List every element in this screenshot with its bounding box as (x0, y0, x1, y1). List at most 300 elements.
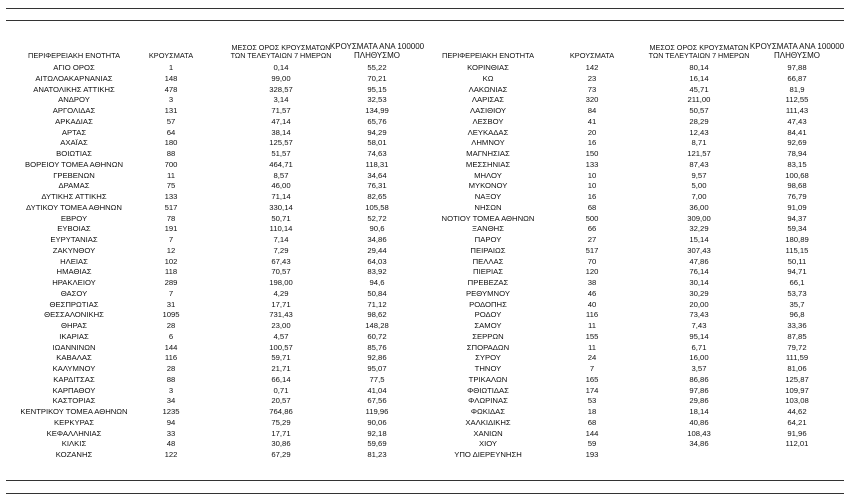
table-row (0, 95, 425, 106)
table-row (0, 246, 425, 257)
cell-per100k: 64,03 (367, 256, 387, 266)
cell-region: ΙΚΑΡΙΑΣ (59, 331, 89, 341)
cell-region: ΠΙΕΡΙΑΣ (473, 267, 503, 277)
cell-per100k: 83,15 (787, 159, 807, 169)
cell-cases: 148 (164, 73, 178, 83)
cell-cases: 53 (587, 396, 597, 406)
header-avg-line1: ΜΕΣΟΣ ΟΡΟΣ ΚΡΟΥΣΜΑΤΩΝ (649, 43, 749, 52)
cell-per100k: 87,85 (787, 331, 807, 341)
table-row (0, 321, 425, 332)
cell-per100k: 53,73 (787, 288, 807, 298)
left-table (0, 63, 425, 461)
cell-per100k: 125,87 (785, 374, 809, 384)
cell-cases: 48 (166, 439, 176, 449)
cell-per100k: 60,72 (367, 331, 387, 341)
cell-per100k: 50,11 (787, 256, 807, 266)
cell-cases: 144 (585, 428, 599, 438)
cell-region: ΤΗΝΟΥ (474, 364, 502, 373)
cell-per100k: 59,69 (367, 439, 387, 449)
cell-cases: 28 (166, 364, 176, 373)
table-row (420, 343, 850, 354)
cell-region: ΔΡΑΜΑΣ (58, 181, 90, 191)
cell-avg: 30,29 (689, 288, 709, 298)
table-row (420, 289, 850, 300)
cell-cases: 94 (166, 417, 176, 427)
bottom-rule-1 (6, 480, 844, 481)
table-row (0, 407, 425, 418)
cell-cases: 478 (164, 84, 178, 94)
cell-avg: 7,00 (691, 192, 707, 201)
table-row (420, 214, 850, 225)
cell-avg: 75,29 (271, 417, 291, 427)
cell-cases: 500 (585, 213, 599, 223)
cell-region: ΗΛΕΙΑΣ (60, 256, 88, 266)
header-per100k-line2: ΠΛΗΘΥΣΜΟ (773, 51, 821, 60)
cell-per100k: 50,84 (367, 288, 387, 298)
cell-per100k: 90,6 (369, 224, 385, 234)
table-row (420, 160, 850, 171)
cell-region: ΜΕΣΣΗΝΙΑΣ (465, 159, 511, 169)
cell-per100k: 77,5 (369, 374, 385, 384)
cell-region: ΧΑΛΚΙΔΙΚΗΣ (465, 417, 511, 427)
cell-region: ΔΥΤΙΚΟΥ ΤΟΜΕΑ ΑΘΗΝΩΝ (26, 202, 122, 212)
cell-cases: 1235 (162, 407, 180, 416)
cell-cases: 59 (587, 439, 597, 449)
cell-per100k: 91,96 (787, 428, 807, 438)
table-row (0, 278, 425, 289)
cell-avg: 86,86 (689, 374, 709, 384)
cell-avg: 80,14 (689, 63, 709, 72)
table-row (420, 418, 850, 429)
cell-avg: 67,29 (271, 450, 291, 459)
cell-avg: 95,14 (689, 331, 709, 341)
cell-avg: 76,14 (689, 267, 709, 277)
cell-per100k: 92,69 (787, 138, 807, 148)
table-row (420, 450, 850, 461)
table-row (0, 300, 425, 311)
cell-cases: 34 (166, 396, 176, 406)
table-row (0, 149, 425, 160)
cell-per100k: 74,63 (367, 149, 387, 158)
cell-avg: 47,86 (689, 256, 709, 266)
cell-per100k: 58,01 (367, 138, 387, 148)
cell-cases: 75 (166, 181, 176, 191)
table-row (420, 106, 850, 117)
cell-region: ΑΡΓΟΛΙΔΑΣ (52, 106, 96, 115)
cell-avg: 66,14 (271, 374, 291, 384)
table-row (0, 364, 425, 375)
table-row (0, 171, 425, 182)
cell-avg: 309,00 (687, 213, 711, 223)
cell-cases: 142 (585, 63, 599, 72)
cell-per100k: 111,59 (785, 353, 809, 363)
cell-per100k: 34,64 (367, 170, 387, 180)
cell-avg: 328,57 (269, 84, 293, 94)
top-rule-2 (6, 20, 844, 21)
table-row (420, 386, 850, 397)
cell-region: ΜΑΓΝΗΣΙΑΣ (466, 149, 510, 158)
cell-region: ΧΑΝΙΩΝ (473, 428, 503, 438)
table-row (0, 203, 425, 214)
cell-avg: 21,71 (271, 364, 291, 373)
cell-per100k: 47,43 (787, 116, 807, 126)
table-row (0, 192, 425, 203)
cell-region: ΙΩΑΝΝΙΝΩΝ (52, 342, 96, 352)
cell-cases: 150 (585, 149, 599, 158)
cell-region: ΣΠΟΡΑΔΩΝ (466, 342, 510, 352)
cell-cases: 41 (587, 116, 597, 126)
cell-cases: 7 (168, 235, 174, 244)
table-row (0, 235, 425, 246)
table-row (420, 364, 850, 375)
cell-per100k: 52,72 (367, 213, 387, 223)
table-row (420, 310, 850, 321)
cell-per100k: 109,97 (785, 385, 809, 395)
cell-region: ΘΕΣΣΑΛΟΝΙΚΗΣ (44, 310, 104, 320)
cell-avg: 17,71 (271, 299, 291, 309)
cell-cases: 191 (164, 224, 178, 234)
cell-cases: 116 (585, 310, 599, 320)
cell-per100k: 111,43 (785, 106, 809, 115)
cell-avg: 70,57 (271, 267, 291, 277)
cell-cases: 193 (585, 450, 599, 459)
table-row (0, 267, 425, 278)
cell-avg: 125,57 (269, 138, 293, 148)
cell-avg: 67,43 (271, 256, 291, 266)
top-rule-1 (6, 8, 844, 9)
table-row (0, 386, 425, 397)
header-per100k-line1: ΚΡΟΥΣΜΑΤΑ ΑΝΑ 100000 (329, 42, 425, 51)
cell-avg: 47,14 (271, 116, 291, 126)
cell-avg: 29,86 (689, 396, 709, 406)
cell-region: ΤΡΙΚΑΛΩΝ (468, 374, 508, 384)
cell-per100k: 94,37 (787, 213, 807, 223)
cell-region: ΚΩ (482, 73, 494, 83)
cell-region: ΝΗΣΩΝ (474, 202, 502, 212)
cell-region: ΕΥΒΟΙΑΣ (57, 224, 91, 234)
cell-avg: 51,57 (271, 149, 291, 158)
table-row (420, 439, 850, 450)
cell-cases: 133 (164, 192, 178, 201)
cell-region: ΜΗΛΟΥ (474, 170, 502, 180)
cell-per100k: 41,04 (367, 385, 387, 395)
cell-cases: 133 (585, 159, 599, 169)
cell-cases: 18 (587, 407, 597, 416)
header-region-right: ΠΕΡΙΦΕΡΕΙΑΚΗ ΕΝΟΤΗΤΑ (442, 51, 534, 60)
cell-per100k: 98,68 (787, 181, 807, 191)
cell-cases: 64 (166, 127, 176, 137)
cell-region: ΒΟΙΩΤΙΑΣ (56, 149, 92, 158)
cell-cases: 68 (587, 417, 597, 427)
cell-region: ΡΟΔΟΠΗΣ (469, 299, 507, 309)
cell-cases: 12 (166, 245, 176, 255)
cell-avg: 30,86 (271, 439, 291, 449)
cell-cases: 57 (166, 116, 176, 126)
table-row (0, 160, 425, 171)
cell-cases: 23 (587, 73, 597, 83)
cell-region: ΚΙΛΚΙΣ (61, 439, 87, 449)
bottom-rule-2 (6, 493, 844, 494)
cell-per100k: 97,88 (787, 63, 807, 72)
header-cases-left: ΚΡΟΥΣΜΑΤΑ (148, 51, 194, 60)
cell-per100k: 82,65 (367, 192, 387, 201)
cell-region: ΚΕΦΑΛΛΗΝΙΑΣ (46, 428, 102, 438)
table-row (0, 85, 425, 96)
table-row (0, 63, 425, 74)
cell-region: ΝΟΤΙΟΥ ΤΟΜΕΑ ΑΘΗΝΩΝ (441, 213, 535, 223)
table-row (0, 74, 425, 85)
cell-region: ΚΑΡΠΑΘΟΥ (52, 385, 96, 395)
cell-cases: 289 (164, 278, 178, 287)
cell-region: ΛΕΥΚΑΔΑΣ (467, 127, 509, 137)
cell-avg: 32,29 (689, 224, 709, 234)
cell-cases: 700 (164, 159, 178, 169)
header-avg-line2: ΤΩΝ ΤΕΛΕΥΤΑΙΩΝ 7 ΗΜΕΡΩΝ (230, 51, 332, 60)
cell-region: ΡΕΘΥΜΝΟΥ (466, 288, 510, 298)
table-row (420, 246, 850, 257)
cell-cases: 144 (164, 342, 178, 352)
table-row (420, 203, 850, 214)
cell-per100k: 78,94 (787, 149, 807, 158)
cell-region: ΛΑΣΙΘΙΟΥ (469, 106, 507, 115)
cell-region: ΧΙΟΥ (478, 439, 498, 449)
cell-avg: 110,14 (269, 224, 293, 234)
cell-cases: 3 (168, 385, 174, 395)
cell-cases: 180 (164, 138, 178, 148)
cell-region: ΓΡΕΒΕΝΩΝ (53, 170, 95, 180)
cell-per100k: 92,86 (367, 353, 387, 363)
cell-avg: 20,00 (689, 299, 709, 309)
cell-per100k: 66,1 (789, 278, 805, 287)
table-row (0, 396, 425, 407)
cell-per100k: 34,86 (367, 235, 387, 244)
cell-avg: 23,00 (271, 321, 291, 330)
cell-cases: 174 (585, 385, 599, 395)
cell-avg: 5,00 (691, 181, 707, 191)
cell-avg: 15,14 (689, 235, 709, 244)
table-row (0, 310, 425, 321)
cell-avg: 71,14 (271, 192, 291, 201)
cell-per100k: 79,72 (787, 342, 807, 352)
cell-per100k: 76,79 (787, 192, 807, 201)
table-row (420, 63, 850, 74)
cell-cases: 31 (166, 299, 176, 309)
cell-per100k: 119,96 (365, 407, 389, 416)
cell-avg: 731,43 (269, 310, 293, 320)
cell-region: ΕΒΡΟΥ (60, 213, 88, 223)
cell-per100k: 94,6 (369, 278, 385, 287)
cell-avg: 108,43 (687, 428, 711, 438)
cell-cases: 165 (585, 374, 599, 384)
cell-cases: 20 (587, 127, 597, 137)
cell-region: ΑΝΔΡΟΥ (58, 95, 90, 105)
cell-region: ΑΡΚΑΔΙΑΣ (55, 116, 93, 126)
cell-cases: 1095 (162, 310, 180, 320)
header-per100k-left (322, 42, 432, 60)
cell-region: ΚΕΡΚΥΡΑΣ (53, 417, 95, 427)
cell-per100k: 55,22 (367, 63, 387, 72)
cell-cases: 3 (168, 95, 174, 105)
cell-cases: 66 (587, 224, 597, 234)
cell-region: ΝΑΞΟΥ (474, 192, 502, 201)
cell-cases: 517 (164, 202, 178, 212)
table-row (0, 332, 425, 343)
table-row (420, 235, 850, 246)
cell-avg: 4,57 (273, 331, 289, 341)
cell-per100k: 66,87 (787, 73, 807, 83)
cell-cases: 6 (168, 331, 174, 341)
cell-avg: 16,14 (689, 73, 709, 83)
cell-cases: 46 (587, 288, 597, 298)
cell-cases: 517 (585, 245, 599, 255)
cell-region: ΚΟΡΙΝΘΙΑΣ (467, 63, 509, 72)
cell-per100k: 115,15 (785, 245, 809, 255)
cell-per100k: 134,99 (365, 106, 389, 115)
cell-region: ΠΕΙΡΑΙΩΣ (470, 245, 506, 255)
cell-per100k: 81,23 (367, 450, 387, 459)
cell-region: ΛΕΣΒΟΥ (472, 116, 504, 126)
table-row (420, 117, 850, 128)
table-row (420, 192, 850, 203)
cell-cases: 16 (587, 192, 597, 201)
cell-avg: 59,71 (271, 353, 291, 363)
cell-avg: 97,86 (689, 385, 709, 395)
cell-per100k: 112,55 (785, 95, 809, 105)
cell-avg: 0,71 (273, 385, 289, 395)
cell-region: ΔΥΤΙΚΗΣ ΑΤΤΙΚΗΣ (41, 192, 107, 201)
cell-per100k: 148,28 (365, 321, 389, 330)
cell-cases: 33 (166, 428, 176, 438)
cell-cases: 131 (164, 106, 178, 115)
cell-avg: 7,29 (273, 245, 289, 255)
cell-region: ΠΑΡΟΥ (474, 235, 502, 244)
cell-cases: 11 (167, 170, 175, 180)
table-row (0, 117, 425, 128)
table-row (420, 181, 850, 192)
cell-region: ΥΠΟ ΔΙΕΡΕΥΝΗΣΗ (454, 450, 522, 459)
cell-per100k: 100,68 (785, 170, 809, 180)
cell-region: ΣΥΡΟΥ (475, 353, 501, 363)
right-table (420, 63, 850, 461)
table-row (0, 128, 425, 139)
table-row (420, 332, 850, 343)
cell-avg: 38,14 (271, 127, 291, 137)
cell-avg: 198,00 (269, 278, 293, 287)
cell-avg: 18,14 (689, 407, 709, 416)
cell-per100k: 90,06 (367, 417, 387, 427)
cell-region: ΑΙΤΩΛΟΑΚΑΡΝΑΝΙΑΣ (35, 73, 113, 83)
cell-region: ΞΑΝΘΗΣ (472, 224, 504, 234)
cell-region: ΦΩΚΙΔΑΣ (470, 407, 506, 416)
cell-avg: 99,00 (271, 73, 291, 83)
cell-avg: 34,86 (689, 439, 709, 449)
cell-cases: 27 (587, 235, 597, 244)
cell-per100k: 98,62 (367, 310, 387, 320)
cell-region: ΘΑΣΟΥ (60, 288, 88, 298)
table-row (420, 278, 850, 289)
cell-per100k: 67,56 (367, 396, 387, 406)
cell-region: ΒΟΡΕΙΟΥ ΤΟΜΕΑ ΑΘΗΝΩΝ (24, 159, 124, 169)
cell-region: ΗΜΑΘΙΑΣ (56, 267, 92, 277)
table-row (0, 375, 425, 386)
cell-avg: 87,43 (689, 159, 709, 169)
table-row (420, 300, 850, 311)
cell-per100k: 29,44 (367, 245, 387, 255)
cell-cases: 118 (164, 267, 178, 277)
cell-region: ΛΑΡΙΣΑΣ (471, 95, 505, 105)
table-row (0, 257, 425, 268)
cell-per100k: 35,7 (789, 299, 805, 309)
cell-region: ΠΕΛΛΑΣ (472, 256, 504, 266)
cell-cases: 38 (587, 278, 597, 287)
cell-per100k: 70,21 (367, 73, 387, 83)
cell-avg: 8,57 (273, 170, 289, 180)
cell-avg: 6,71 (691, 342, 707, 352)
cell-per100k: 96,8 (789, 310, 805, 320)
cell-per100k: 180,89 (785, 235, 809, 244)
cell-region: ΚΟΖΑΝΗΣ (55, 450, 93, 459)
table-row (0, 138, 425, 149)
table-row (0, 429, 425, 440)
cell-per100k: 103,08 (785, 396, 809, 406)
cell-avg: 7,43 (691, 321, 707, 330)
cell-cases: 28 (166, 321, 176, 330)
cell-region: ΦΛΩΡΙΝΑΣ (468, 396, 508, 406)
cell-avg: 46,00 (271, 181, 291, 191)
cell-region: ΚΑΛΥΜΝΟΥ (52, 364, 96, 373)
cell-per100k: 94,29 (367, 127, 387, 137)
cell-cases: 320 (585, 95, 599, 105)
table-row (420, 429, 850, 440)
cell-cases: 10 (587, 170, 597, 180)
cell-per100k: 33,36 (787, 321, 807, 330)
cell-avg: 764,86 (269, 407, 293, 416)
table-row (420, 267, 850, 278)
table-row (0, 418, 425, 429)
cell-region: ΠΡΕΒΕΖΑΣ (467, 278, 509, 287)
cell-per100k: 118,31 (365, 159, 389, 169)
cell-per100k: 95,15 (367, 84, 387, 94)
cell-avg: 71,57 (271, 106, 291, 115)
table-row (420, 224, 850, 235)
cell-per100k: 32,53 (367, 95, 387, 105)
table-row (0, 214, 425, 225)
cell-avg: 50,71 (271, 213, 291, 223)
cell-per100k: 81,9 (789, 84, 805, 94)
cell-cases: 73 (587, 84, 597, 94)
cell-avg: 307,43 (687, 245, 711, 255)
cell-avg: 36,00 (689, 202, 709, 212)
cell-cases: 24 (587, 353, 597, 363)
cell-per100k: 91,09 (787, 202, 807, 212)
table-row (420, 149, 850, 160)
table-row (420, 171, 850, 182)
cell-avg: 30,14 (689, 278, 709, 287)
cell-avg: 121,57 (687, 149, 711, 158)
cell-cases: 7 (168, 288, 174, 298)
cell-region: ΦΘΙΩΤΙΔΑΣ (467, 385, 509, 395)
table-row (420, 407, 850, 418)
cell-per100k: 105,58 (365, 202, 389, 212)
cell-avg: 8,71 (691, 138, 707, 148)
table-row (0, 224, 425, 235)
cell-avg: 7,14 (273, 235, 289, 244)
cell-avg: 330,14 (269, 202, 293, 212)
table-row (420, 353, 850, 364)
cell-per100k: 94,71 (787, 267, 807, 277)
header-per100k-line1: ΚΡΟΥΣΜΑΤΑ ΑΝΑ 100000 (749, 42, 845, 51)
cell-region: ΑΓΙΟ ΟΡΟΣ (53, 63, 95, 72)
